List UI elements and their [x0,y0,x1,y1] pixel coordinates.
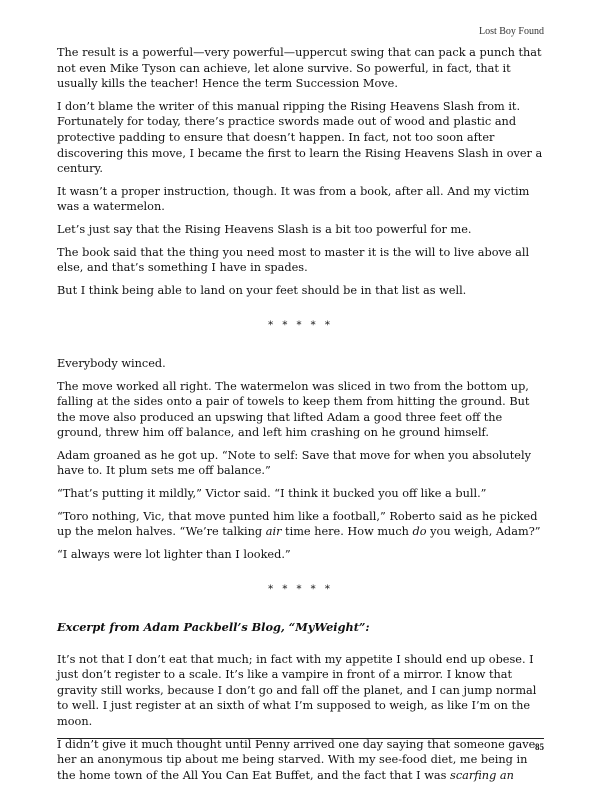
excerpt-heading: Excerpt from Adam Packbell’s Blog, “MyWeight”: [57,620,370,635]
emphasis: air [265,525,282,539]
paragraph: Everybody winced. [57,356,166,370]
text-run: you weigh, Adam?” [426,525,541,539]
paragraph: “I always were lot lighter than I looked.” [57,547,291,561]
text-run: “Toro nothing, Vic, that move punted him like a football,” Roberto said as he picked up the melon halves. “We’re talking [57,509,538,539]
paragraph: I don’t blame the writer of this manual ripping the Rising Heavens Slash from it. Fortunately for today, there’s practice swords made out of wood and plastic and protective padding to ensure that doesn’t happen. In fact, not too soon after discovering this move, I became the first to learn the Rising Heavens Slash in over a century. [57,99,543,176]
paragraph [57,509,544,540]
footer-rule [57,738,544,739]
text-run: I didn’t give it much thought until Penny arrived one day saying that someone gave her an anonymous tip about me being starved. With my see-food diet, me being in the home town of the All You Can Eat Buffet, and the fact that I was [57,737,536,782]
paragraph: It wasn’t a proper instruction, though. It was from a book, after all. And my victim was a watermelon. [57,184,530,214]
paragraph: The result is a powerful—very powerful—uppercut swing that can pack a punch that not even Mike Tyson can achieve, let alone survive. So powerful, in fact, that it usually kills the teacher! Hence the term Succession Move. [57,46,542,91]
emphasis: do [412,525,427,539]
paragraph: Let’s just say that the Rising Heavens Slash is a bit too powerful for me. [57,222,472,236]
section-separator: * * * * * [268,584,333,596]
section-separator: * * * * * [268,320,333,332]
running-header: Lost Boy Found [478,26,544,37]
paragraph: The move worked all right. The watermelon was sliced in two from the bottom up, falling at the sides onto a pair of towels to keep them from hitting the ground. But the move also produced an upswing that lifted Adam a good three feet off the ground, threw him off balance, and left him crashing on he ground himself. [57,379,530,440]
page-body [57,45,544,790]
emphasis: scarfing an [450,768,514,782]
paragraph: Adam groaned as he got up. “Note to self: Save that move for when you absolutely have to. It plum sets me off balance.” [57,448,531,478]
paragraph: It’s not that I don’t eat that much; in fact with my appetite I should end up obese. I just don’t register to a scale. It’s like a vampire in front of a mirror. I know that gravity still works, because I don’t go and fall off the planet, and I can jump normal to well. I just register at an sixth of what I’m supposed to weigh, as like I’m on the moon. [57,652,537,728]
text-run: time here. How much [281,525,413,539]
paragraph: The book said that the thing you need most to master it is the will to live above all else, and that’s something I have in spades. [57,245,530,275]
paragraph: “That’s putting it mildly,” Victor said. “I think it bucked you off like a bull.” [57,487,487,501]
paragraph [57,737,544,784]
page-number: 85 [535,742,544,752]
paragraph: But I think being able to land on your feet should be in that list as well. [57,283,467,297]
